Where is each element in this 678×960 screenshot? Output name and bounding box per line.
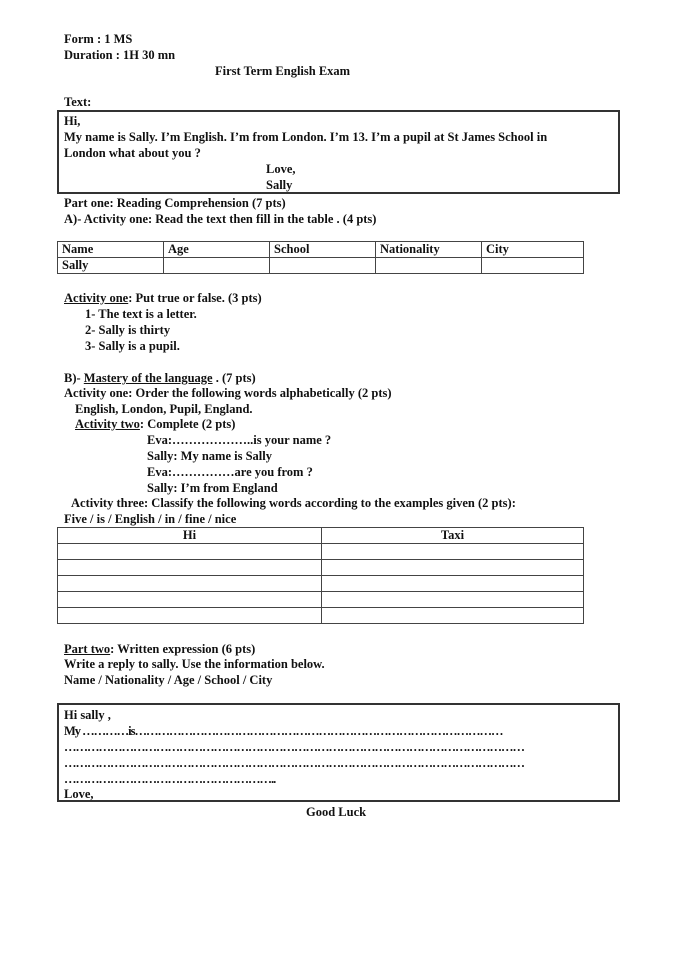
cell-name: Sally: [58, 258, 164, 274]
classify-cell: [322, 560, 584, 576]
header-age: Age: [164, 242, 270, 258]
classify-header-row: [58, 528, 584, 544]
mastery-rest: . (7 pts): [212, 371, 256, 385]
mastery-prefix: B)-: [64, 371, 84, 385]
cell-age: [164, 258, 270, 274]
header-city: City: [482, 242, 584, 258]
info-table-row: [58, 258, 584, 274]
reply-line-4: ………………………………………………..: [64, 772, 276, 786]
part-two-label: Part two: [64, 642, 111, 656]
part-two-instruction: Write a reply to sally. Use the information below.: [64, 657, 325, 671]
cell-nationality: [376, 258, 482, 274]
part-two-heading: [64, 641, 255, 657]
classify-cell: [58, 560, 322, 576]
dialog-line-3: Eva:……………are you from ?: [147, 465, 313, 479]
reply-closing: Love,: [64, 787, 94, 801]
tf-item-3: 3- Sally is a pupil.: [85, 339, 180, 353]
text-signature: Sally: [266, 178, 293, 192]
duration-label: Duration : 1H 30 mn: [64, 48, 176, 62]
header-school: School: [270, 242, 376, 258]
text-body-line2: London what about you ?: [64, 146, 201, 160]
form-label: Form : 1 MS: [64, 32, 133, 46]
activity-a-instruction: A)- Activity one: Read the text then fill in the table . (4 pts): [64, 212, 377, 226]
reply-line-1: My …………is……………………………………………………………………………………: [64, 724, 503, 738]
classify-cell: [58, 576, 322, 592]
tf-item-2: 2- Sally is thirty: [85, 323, 171, 337]
info-table-header-row: [58, 242, 584, 258]
part-one-title: Part one: Reading Comprehension (7 pts): [64, 196, 286, 210]
dialog-line-1: Eva:………………..is your name ?: [147, 433, 332, 447]
classify-row: [58, 560, 584, 576]
classify-row: [58, 592, 584, 608]
classify-table: [57, 527, 584, 624]
cell-city: [482, 258, 584, 274]
activity-complete-rest: : Complete (2 pts): [139, 417, 236, 431]
classify-cell: [58, 608, 322, 624]
classify-cell: [58, 592, 322, 608]
exam-title: First Term English Exam: [215, 64, 351, 78]
mastery-heading: [64, 370, 256, 386]
classify-row: [58, 576, 584, 592]
reply-greeting: Hi sally ,: [64, 708, 111, 722]
classify-cell: [322, 608, 584, 624]
text-closing: Love,: [266, 162, 296, 176]
classify-row: [58, 544, 584, 560]
footer-good-luck: Good Luck: [306, 805, 367, 819]
reply-line-3: …………………………………………………………………………………………………………: [64, 756, 524, 770]
part-two-rest: : Written expression (6 pts): [110, 642, 256, 656]
info-table: [57, 241, 584, 274]
activity-complete-label: Activity two: [75, 417, 140, 431]
classify-header-hi: Hi: [58, 528, 322, 544]
reply-line-2: …………………………………………………………………………………………………………: [64, 740, 524, 754]
text-label: Text:: [64, 95, 92, 109]
classify-cell: [322, 592, 584, 608]
classify-row: [58, 608, 584, 624]
activity-classify-words: Five / is / English / in / fine / nice: [64, 512, 237, 526]
activity-complete-heading: [64, 416, 235, 432]
header-name: Name: [58, 242, 164, 258]
header-nationality: Nationality: [376, 242, 482, 258]
mastery-label: Mastery of the language: [83, 371, 213, 385]
activity-order-instruction: Activity one: Order the following words alphabetically (2 pts): [64, 386, 392, 400]
true-false-label: Activity one: [64, 291, 129, 305]
part-two-info: Name / Nationality / Age / School / City: [64, 673, 273, 687]
dialog-line-2: Sally: My name is Sally: [147, 449, 273, 463]
classify-header-taxi: Taxi: [322, 528, 584, 544]
classify-cell: [58, 544, 322, 560]
classify-cell: [322, 576, 584, 592]
true-false-heading: [64, 290, 262, 306]
cell-school: [270, 258, 376, 274]
text-greeting: Hi,: [64, 114, 81, 128]
activity-order-words: English, London, Pupil, England.: [75, 402, 253, 416]
tf-item-1: 1- The text is a letter.: [85, 307, 197, 321]
dialog-line-4: Sally: I’m from England: [147, 481, 278, 495]
classify-cell: [322, 544, 584, 560]
true-false-rest: : Put true or false. (3 pts): [128, 291, 262, 305]
text-body-line1: My name is Sally. I’m English. I’m from London. I’m 13. I’m a pupil at St James School in: [64, 130, 548, 144]
activity-classify-instruction: Activity three: Classify the following words according to the examples given (2 pts):: [71, 496, 516, 510]
